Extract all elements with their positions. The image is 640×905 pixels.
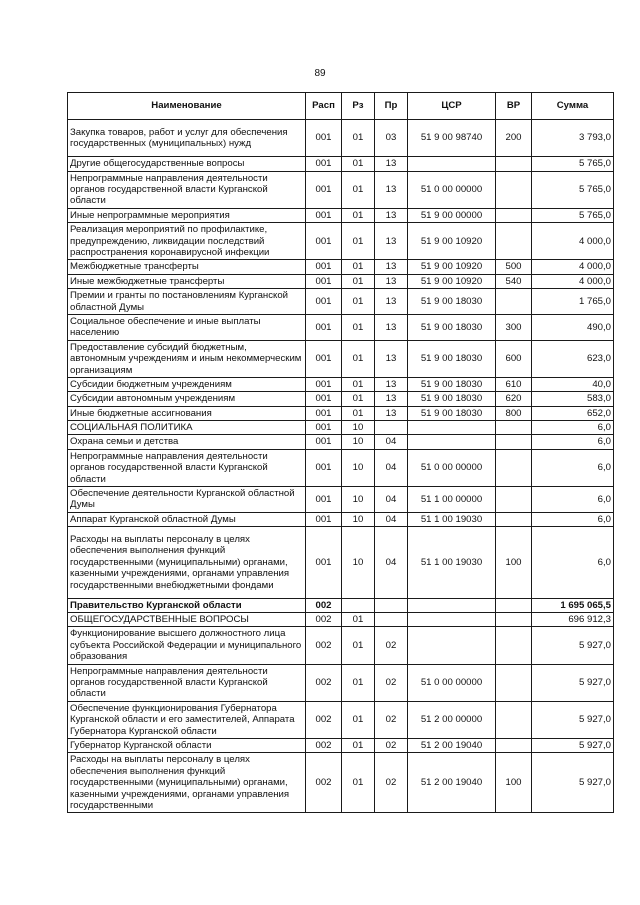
header-rasp: Расп — [306, 93, 342, 120]
cell-rasp: 001 — [306, 289, 342, 315]
cell-sum: 652,0 — [532, 406, 614, 420]
cell-csr: 51 2 00 19040 — [408, 738, 496, 752]
table-row — [68, 613, 614, 627]
table-row — [68, 701, 614, 738]
table-row — [68, 289, 614, 315]
cell-rz: 01 — [342, 753, 375, 813]
cell-csr: 51 0 00 00000 — [408, 664, 496, 701]
cell-name: Межбюджетные трансферты — [68, 260, 306, 274]
cell-name: Другие общегосударственные вопросы — [68, 157, 306, 171]
table-row — [68, 274, 614, 288]
cell-sum: 5 765,0 — [532, 208, 614, 222]
cell-pr: 04 — [375, 487, 408, 513]
cell-pr: 02 — [375, 753, 408, 813]
cell-name: Аппарат Курганской областной Думы — [68, 512, 306, 526]
cell-csr — [408, 598, 496, 612]
cell-rz: 01 — [342, 377, 375, 391]
header-rz: Рз — [342, 93, 375, 120]
cell-vr — [496, 627, 532, 664]
cell-rz: 01 — [342, 120, 375, 157]
cell-csr: 51 1 00 00000 — [408, 487, 496, 513]
cell-name: Иные межбюджетные трансферты — [68, 274, 306, 288]
header-csr: ЦСР — [408, 93, 496, 120]
cell-csr: 51 2 00 00000 — [408, 701, 496, 738]
cell-rz: 01 — [342, 392, 375, 406]
cell-name: Субсидии бюджетным учреждениям — [68, 377, 306, 391]
page-number: 89 — [314, 68, 326, 79]
cell-name: Обеспечение функционирования Губернатора Курганской области и его заместителей, Аппарата Губернатора Курганской области — [68, 701, 306, 738]
cell-rz: 01 — [342, 289, 375, 315]
cell-rasp: 001 — [306, 421, 342, 435]
table-row — [68, 738, 614, 752]
cell-rz: 10 — [342, 487, 375, 513]
cell-name: Субсидии автономным учреждениям — [68, 392, 306, 406]
cell-rz: 01 — [342, 223, 375, 260]
table-row — [68, 406, 614, 420]
cell-rz: 10 — [342, 435, 375, 449]
cell-rasp: 001 — [306, 171, 342, 208]
cell-sum: 4 000,0 — [532, 260, 614, 274]
cell-sum: 623,0 — [532, 340, 614, 377]
cell-rz: 01 — [342, 613, 375, 627]
cell-vr: 610 — [496, 377, 532, 391]
cell-pr: 04 — [375, 449, 408, 486]
cell-csr — [408, 157, 496, 171]
cell-sum: 6,0 — [532, 512, 614, 526]
cell-name: Социальное обеспечение и иные выплаты населению — [68, 314, 306, 340]
cell-csr — [408, 627, 496, 664]
cell-csr: 51 9 00 18030 — [408, 340, 496, 377]
cell-rz: 10 — [342, 527, 375, 598]
table-row — [68, 171, 614, 208]
cell-pr: 13 — [375, 274, 408, 288]
cell-name: Непрограммные направления деятельности органов государственной власти Курганской области — [68, 171, 306, 208]
cell-name: Расходы на выплаты персоналу в целях обеспечения выполнения функций государственными (муниципальными) органами, казенными учреждениями, органами управления государственными внебюджетными фондами — [68, 527, 306, 598]
cell-sum: 5 765,0 — [532, 171, 614, 208]
table-row — [68, 223, 614, 260]
cell-pr — [375, 613, 408, 627]
cell-vr — [496, 157, 532, 171]
cell-vr: 300 — [496, 314, 532, 340]
cell-pr: 02 — [375, 664, 408, 701]
cell-name: Непрограммные направления деятельности органов государственной власти Курганской области — [68, 449, 306, 486]
cell-pr: 13 — [375, 340, 408, 377]
cell-pr: 13 — [375, 157, 408, 171]
cell-pr: 04 — [375, 527, 408, 598]
cell-pr: 04 — [375, 435, 408, 449]
cell-rz: 01 — [342, 171, 375, 208]
table-row — [68, 487, 614, 513]
cell-sum: 5 927,0 — [532, 627, 614, 664]
cell-rasp: 001 — [306, 223, 342, 260]
cell-vr — [496, 435, 532, 449]
cell-pr: 13 — [375, 260, 408, 274]
cell-sum: 5 927,0 — [532, 738, 614, 752]
cell-rasp: 001 — [306, 274, 342, 288]
cell-rz: 01 — [342, 260, 375, 274]
cell-rasp: 001 — [306, 260, 342, 274]
cell-pr: 13 — [375, 289, 408, 315]
cell-rasp: 002 — [306, 664, 342, 701]
cell-pr — [375, 421, 408, 435]
cell-pr: 02 — [375, 738, 408, 752]
budget-table — [67, 92, 614, 813]
cell-sum: 5 927,0 — [532, 701, 614, 738]
cell-pr: 03 — [375, 120, 408, 157]
cell-rasp: 002 — [306, 701, 342, 738]
cell-name: Иные бюджетные ассигнования — [68, 406, 306, 420]
cell-rz: 10 — [342, 421, 375, 435]
cell-name: Правительство Курганской области — [68, 598, 306, 612]
cell-rasp: 001 — [306, 208, 342, 222]
cell-rz: 01 — [342, 701, 375, 738]
cell-csr: 51 1 00 19030 — [408, 527, 496, 598]
cell-sum: 5 927,0 — [532, 664, 614, 701]
cell-vr: 800 — [496, 406, 532, 420]
table-row — [68, 449, 614, 486]
table-row — [68, 392, 614, 406]
cell-sum: 6,0 — [532, 487, 614, 513]
cell-pr: 13 — [375, 314, 408, 340]
cell-rz: 01 — [342, 340, 375, 377]
cell-csr: 51 2 00 19040 — [408, 753, 496, 813]
cell-rasp: 001 — [306, 512, 342, 526]
cell-vr — [496, 738, 532, 752]
cell-sum: 40,0 — [532, 377, 614, 391]
cell-rasp: 001 — [306, 406, 342, 420]
cell-csr: 51 9 00 18030 — [408, 314, 496, 340]
cell-vr — [496, 289, 532, 315]
cell-sum: 6,0 — [532, 527, 614, 598]
cell-sum: 4 000,0 — [532, 223, 614, 260]
cell-sum: 5 927,0 — [532, 753, 614, 813]
cell-rz: 01 — [342, 314, 375, 340]
cell-vr: 100 — [496, 527, 532, 598]
table-row — [68, 157, 614, 171]
cell-name: Обеспечение деятельности Курганской областной Думы — [68, 487, 306, 513]
header-vr: ВР — [496, 93, 532, 120]
cell-pr: 13 — [375, 406, 408, 420]
cell-rz: 10 — [342, 512, 375, 526]
table-row — [68, 377, 614, 391]
cell-pr: 02 — [375, 701, 408, 738]
cell-csr — [408, 435, 496, 449]
cell-sum: 583,0 — [532, 392, 614, 406]
cell-vr — [496, 613, 532, 627]
cell-rasp: 001 — [306, 377, 342, 391]
cell-rz: 01 — [342, 627, 375, 664]
cell-csr: 51 9 00 18030 — [408, 392, 496, 406]
cell-vr: 200 — [496, 120, 532, 157]
table-row — [68, 208, 614, 222]
cell-vr — [496, 701, 532, 738]
cell-csr: 51 9 00 10920 — [408, 260, 496, 274]
cell-rz: 01 — [342, 208, 375, 222]
cell-rasp: 001 — [306, 340, 342, 377]
cell-rz: 01 — [342, 274, 375, 288]
cell-vr — [496, 598, 532, 612]
cell-pr: 13 — [375, 171, 408, 208]
cell-name: СОЦИАЛЬНАЯ ПОЛИТИКА — [68, 421, 306, 435]
cell-csr — [408, 421, 496, 435]
cell-vr — [496, 421, 532, 435]
cell-rz: 01 — [342, 157, 375, 171]
cell-csr: 51 0 00 00000 — [408, 171, 496, 208]
header-pr: Пр — [375, 93, 408, 120]
cell-pr: 13 — [375, 377, 408, 391]
cell-sum: 6,0 — [532, 449, 614, 486]
header-sum: Сумма — [532, 93, 614, 120]
cell-rasp: 002 — [306, 753, 342, 813]
cell-name: Предоставление субсидий бюджетным, автономным учреждениям и иным некоммерческим организациям — [68, 340, 306, 377]
cell-pr: 02 — [375, 627, 408, 664]
table-row — [68, 260, 614, 274]
cell-rasp: 001 — [306, 487, 342, 513]
cell-rasp: 002 — [306, 598, 342, 612]
cell-rasp: 002 — [306, 613, 342, 627]
cell-rz: 10 — [342, 449, 375, 486]
cell-vr: 620 — [496, 392, 532, 406]
cell-name: Губернатор Курганской области — [68, 738, 306, 752]
cell-sum: 5 765,0 — [532, 157, 614, 171]
cell-vr: 600 — [496, 340, 532, 377]
cell-pr: 13 — [375, 223, 408, 260]
cell-vr — [496, 223, 532, 260]
cell-sum: 4 000,0 — [532, 274, 614, 288]
table-row — [68, 512, 614, 526]
cell-csr: 51 9 00 18030 — [408, 289, 496, 315]
cell-sum: 1 765,0 — [532, 289, 614, 315]
cell-name: Непрограммные направления деятельности органов государственной власти Курганской области — [68, 664, 306, 701]
cell-name: Расходы на выплаты персоналу в целях обеспечения выполнения функций государственными (муниципальными) органами, казенными учреждениями, органами управления государственными — [68, 753, 306, 813]
cell-vr: 100 — [496, 753, 532, 813]
cell-vr — [496, 664, 532, 701]
cell-name: Функционирование высшего должностного лица субъекта Российской Федерации и муниципального образования — [68, 627, 306, 664]
cell-vr — [496, 512, 532, 526]
cell-pr — [375, 598, 408, 612]
table-row — [68, 598, 614, 612]
cell-rasp: 001 — [306, 314, 342, 340]
cell-vr: 500 — [496, 260, 532, 274]
table-row — [68, 527, 614, 598]
cell-rasp: 002 — [306, 738, 342, 752]
cell-sum: 3 793,0 — [532, 120, 614, 157]
cell-sum: 6,0 — [532, 435, 614, 449]
table-row — [68, 314, 614, 340]
cell-csr: 51 9 00 00000 — [408, 208, 496, 222]
cell-csr: 51 0 00 00000 — [408, 449, 496, 486]
table-row — [68, 421, 614, 435]
cell-rz: 01 — [342, 738, 375, 752]
cell-rasp: 002 — [306, 627, 342, 664]
table-row — [68, 753, 614, 813]
cell-vr — [496, 449, 532, 486]
cell-name: ОБЩЕГОСУДАРСТВЕННЫЕ ВОПРОСЫ — [68, 613, 306, 627]
cell-rasp: 001 — [306, 435, 342, 449]
cell-rasp: 001 — [306, 120, 342, 157]
table-row — [68, 120, 614, 157]
header-name: Наименование — [68, 93, 306, 120]
cell-rasp: 001 — [306, 157, 342, 171]
cell-name: Охрана семьи и детства — [68, 435, 306, 449]
cell-rasp: 001 — [306, 449, 342, 486]
cell-csr: 51 9 00 18030 — [408, 377, 496, 391]
cell-vr: 540 — [496, 274, 532, 288]
cell-rz — [342, 598, 375, 612]
cell-name: Премии и гранты по постановлениям Курганской областной Думы — [68, 289, 306, 315]
table-header-row — [68, 93, 614, 120]
cell-vr — [496, 208, 532, 222]
cell-name: Закупка товаров, работ и услуг для обеспечения государственных (муниципальных) нужд — [68, 120, 306, 157]
cell-pr: 04 — [375, 512, 408, 526]
cell-name: Реализация мероприятий по профилактике, предупреждению, ликвидации последствий распространения коронавирусной инфекции — [68, 223, 306, 260]
cell-csr: 51 1 00 19030 — [408, 512, 496, 526]
cell-vr — [496, 171, 532, 208]
cell-sum: 490,0 — [532, 314, 614, 340]
cell-pr: 13 — [375, 208, 408, 222]
cell-rz: 01 — [342, 406, 375, 420]
cell-rasp: 001 — [306, 527, 342, 598]
cell-csr: 51 9 00 10920 — [408, 274, 496, 288]
cell-sum: 696 912,3 — [532, 613, 614, 627]
cell-name: Иные непрограммные мероприятия — [68, 208, 306, 222]
cell-sum: 1 695 065,5 — [532, 598, 614, 612]
cell-csr — [408, 613, 496, 627]
cell-rasp: 001 — [306, 392, 342, 406]
table-row — [68, 340, 614, 377]
table-row — [68, 435, 614, 449]
table-row — [68, 627, 614, 664]
cell-csr: 51 9 00 98740 — [408, 120, 496, 157]
table-row — [68, 664, 614, 701]
cell-csr: 51 9 00 10920 — [408, 223, 496, 260]
cell-rz: 01 — [342, 664, 375, 701]
cell-sum: 6,0 — [532, 421, 614, 435]
cell-pr: 13 — [375, 392, 408, 406]
cell-vr — [496, 487, 532, 513]
cell-csr: 51 9 00 18030 — [408, 406, 496, 420]
